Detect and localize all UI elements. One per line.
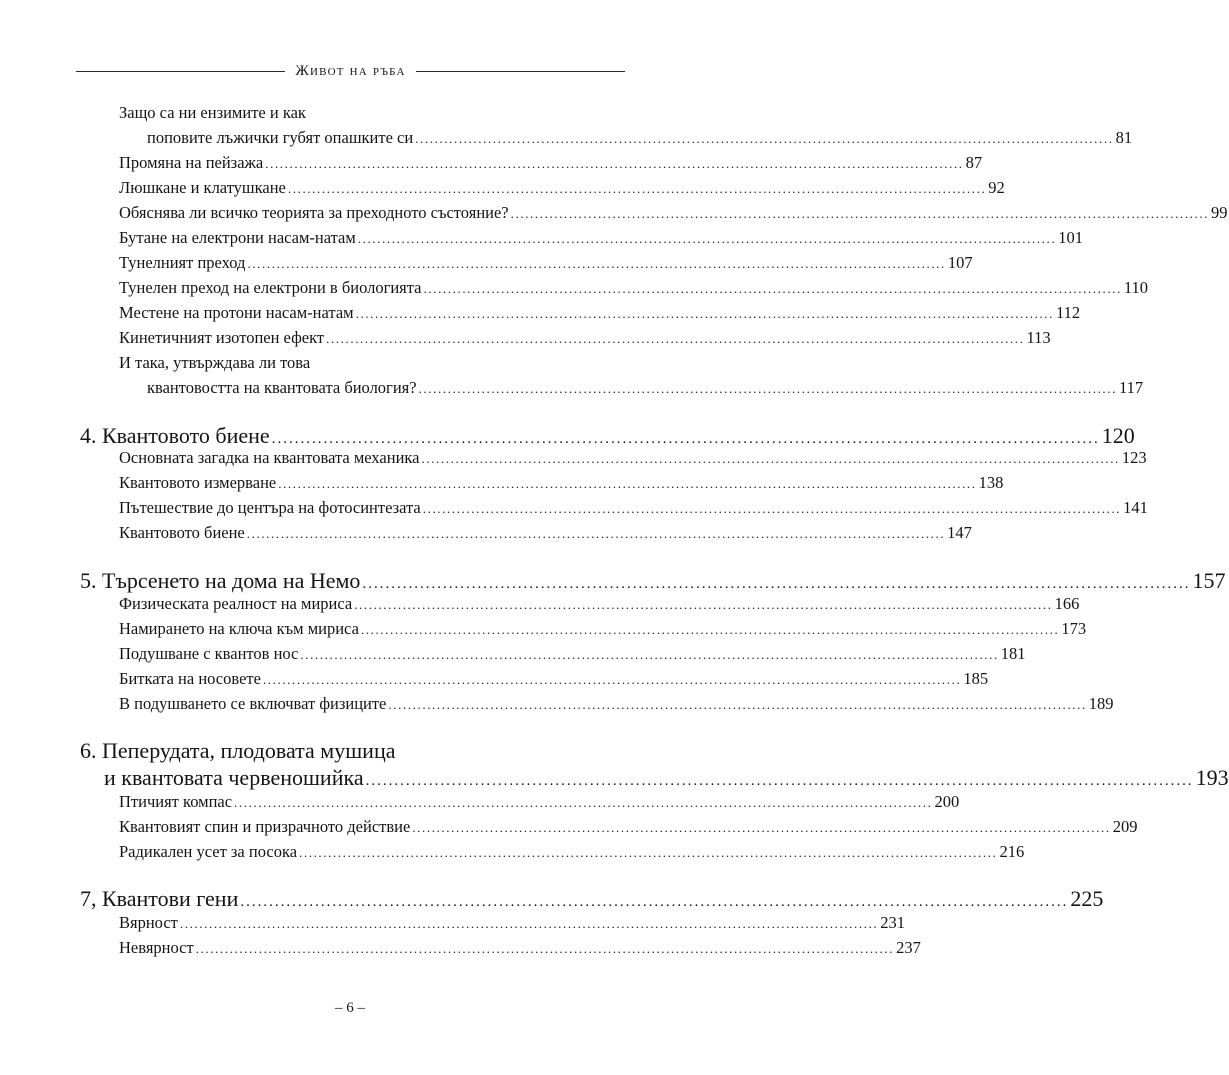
toc-section <box>119 669 989 689</box>
toc-entry-page: 110 <box>1123 278 1149 297</box>
toc-section-page: 185 <box>963 669 989 688</box>
toc-section-title: Квантовото измерване <box>119 473 277 492</box>
toc-section-page: 189 <box>1088 694 1114 713</box>
toc-entry-title: квантовостта на квантовата биология? <box>147 378 417 397</box>
toc-section-title: Основната загадка на квантовата механика <box>119 448 420 467</box>
toc-entry-3 <box>119 178 1005 198</box>
toc-section-title: Физическата реалност на мириса <box>119 594 353 613</box>
leader-dots: ................................................................................................................................................ <box>355 306 1054 321</box>
running-head <box>76 60 625 82</box>
toc-entry-page: 81 <box>1115 128 1133 147</box>
toc-chapter-6-line1: 6. Пеперудата, плодовата мушица <box>80 738 396 763</box>
toc-entry-1 <box>147 128 1133 148</box>
toc-chapter-title: 7, Квантови гени <box>80 886 239 911</box>
toc-section-page: 231 <box>880 913 906 932</box>
toc-entry-title: Бутане на електрони насам-натам <box>119 228 356 247</box>
leader-dots: ................................................................................................................................................ <box>234 795 933 810</box>
toc-chapter-4 <box>80 423 1135 449</box>
toc-section-page: 138 <box>978 473 1004 492</box>
leader-dots: ................................................................................................................................................ <box>423 281 1122 296</box>
toc-chapter-5 <box>80 568 1226 594</box>
toc-section-page: 181 <box>1000 644 1026 663</box>
leader-dots: ................................................................................................................................................ <box>388 697 1087 712</box>
toc-section-page: 123 <box>1121 448 1147 467</box>
leader-dots: ................................................................................................................................................ <box>360 622 1060 637</box>
toc-section <box>119 817 1138 837</box>
leader-dots: ................................................................................................................................................ <box>415 131 1114 146</box>
leader-dots: ................................................................................................................................................ <box>278 476 977 491</box>
toc-chapter-title: 5. Търсенето на дома на Немо <box>80 568 361 593</box>
toc-entry-title: Тунелен преход на електрони в биологията <box>119 278 422 297</box>
toc-section-page: 166 <box>1054 594 1080 613</box>
toc-section <box>119 473 1004 493</box>
toc-entry-title: поповите лъжички губят опашките си <box>147 128 414 147</box>
toc-section-title: Подушване с квантов нос <box>119 644 299 663</box>
leader-dots: ................................................................................................................................................ <box>510 206 1210 221</box>
toc-section-title: Птичият компас <box>119 792 233 811</box>
toc-section <box>119 594 1080 614</box>
toc-entry-title: Обяснява ли всичко теорията за преходното състояние? <box>119 203 509 222</box>
toc-entry-page: 112 <box>1056 303 1081 322</box>
toc-section-title: Намирането на ключа към мириса <box>119 619 359 638</box>
running-head-rule-right <box>416 71 625 72</box>
running-head-title: Живот на ръба <box>295 62 406 79</box>
toc-entry-page: 87 <box>965 153 983 172</box>
toc-section <box>119 498 1148 518</box>
toc-section <box>119 448 1147 468</box>
leader-dots: ................................................................................................................................................ <box>265 156 964 171</box>
toc-entry-10-line1: И така, утвърждава ли това <box>119 353 311 372</box>
leader-dots: ................................................................................................................................................ <box>354 597 1053 612</box>
toc-chapter-page: 193 <box>1195 765 1229 790</box>
toc-section-page: 147 <box>947 523 972 542</box>
toc-section-title: Битката на носовете <box>119 669 261 688</box>
toc-chapter-7 <box>80 886 1104 912</box>
toc-entry-7 <box>119 278 1149 298</box>
toc-chapter-page: 225 <box>1070 886 1104 911</box>
toc-entry-page: 99 <box>1211 203 1228 222</box>
toc-section-page: 216 <box>999 842 1025 861</box>
leader-dots: ................................................................................................................................................ <box>357 231 1057 246</box>
leader-dots: ................................................................................................................................................ <box>300 647 999 662</box>
toc-section <box>119 792 960 812</box>
leader-dots: ................................................................................................................................................ <box>247 256 946 271</box>
toc-chapter-title: 4. Квантовото биене <box>80 423 270 448</box>
toc-section-page: 173 <box>1061 619 1087 638</box>
leader-dots: ................................................................................................................................................ <box>412 820 1111 835</box>
toc-section-title: В подушването се включват физиците <box>119 694 387 713</box>
toc-section <box>119 644 1026 664</box>
toc-section <box>119 523 972 543</box>
leader-dots: ................................................................................................................................................ <box>271 431 1100 447</box>
toc-section-page: 141 <box>1123 498 1148 517</box>
toc-section-title: Вярност <box>119 913 178 932</box>
toc-entry-10 <box>147 378 1144 398</box>
toc-entry-2 <box>119 153 983 173</box>
running-head-rule-left <box>76 71 285 72</box>
leader-dots: ................................................................................................................................................ <box>299 845 998 860</box>
leader-dots: ................................................................................................................................................ <box>246 526 946 541</box>
toc-entry-8 <box>119 303 1081 323</box>
toc-section <box>119 694 1114 714</box>
toc-entry-title: Местене на протони насам-натам <box>119 303 354 322</box>
toc-chapter-page: 120 <box>1101 423 1135 448</box>
leader-dots: ................................................................................................................................................ <box>326 331 1025 346</box>
toc-entry-4 <box>119 203 1228 223</box>
toc-section <box>119 842 1025 862</box>
toc-chapter-title: и квантовата червеношийка <box>104 765 364 790</box>
leader-dots: ................................................................................................................................................ <box>262 672 962 687</box>
toc-section-title: Пътешествие до центъра на фотосинтезата <box>119 498 421 517</box>
toc-section-title: Квантовото биене <box>119 523 245 542</box>
toc-section-page: 209 <box>1112 817 1138 836</box>
toc-section-title: Радикален усет за посока <box>119 842 298 861</box>
toc-entry-page: 107 <box>947 253 973 272</box>
toc-entry-page: 113 <box>1026 328 1051 347</box>
toc-entry-1-line1: Защо са ни ензимите и как <box>119 103 306 122</box>
leader-dots: ................................................................................................................................................ <box>240 894 1069 910</box>
toc-section <box>119 619 1087 639</box>
leader-dots: ................................................................................................................................................ <box>365 773 1194 789</box>
leader-dots: ................................................................................................................................................ <box>421 451 1120 466</box>
toc-entry-title: Промяна на пейзажа <box>119 153 264 172</box>
toc-entry-6 <box>119 253 973 273</box>
toc-entry-9 <box>119 328 1051 348</box>
page-number: – 6 – <box>335 1000 365 1016</box>
toc-entry-page: 92 <box>988 178 1005 197</box>
toc-section <box>119 913 906 933</box>
toc-entry-title: Тунелният преход <box>119 253 246 272</box>
toc-section-page: 237 <box>896 938 921 957</box>
toc-entry-5 <box>119 228 1083 248</box>
toc-entry-page: 117 <box>1118 378 1144 397</box>
leader-dots: ................................................................................................................................................ <box>195 941 895 956</box>
toc-section-title: Квантовият спин и призрачното действие <box>119 817 411 836</box>
toc-entry-title: Кинетичният изотопен ефект <box>119 328 325 347</box>
toc-entry-page: 101 <box>1058 228 1083 247</box>
toc-section-title: Невярност <box>119 938 194 957</box>
toc-chapter-6 <box>104 765 1229 791</box>
toc-section-page: 200 <box>934 792 960 811</box>
toc-section <box>119 938 921 958</box>
leader-dots: ................................................................................................................................................ <box>422 501 1122 516</box>
leader-dots: ................................................................................................................................................ <box>179 916 879 931</box>
toc-chapter-page: 157 <box>1192 568 1226 593</box>
toc-entry-title: Люшкане и клатушкане <box>119 178 286 197</box>
leader-dots: ................................................................................................................................................ <box>362 576 1191 592</box>
leader-dots: ................................................................................................................................................ <box>287 181 987 196</box>
leader-dots: ................................................................................................................................................ <box>418 381 1117 396</box>
